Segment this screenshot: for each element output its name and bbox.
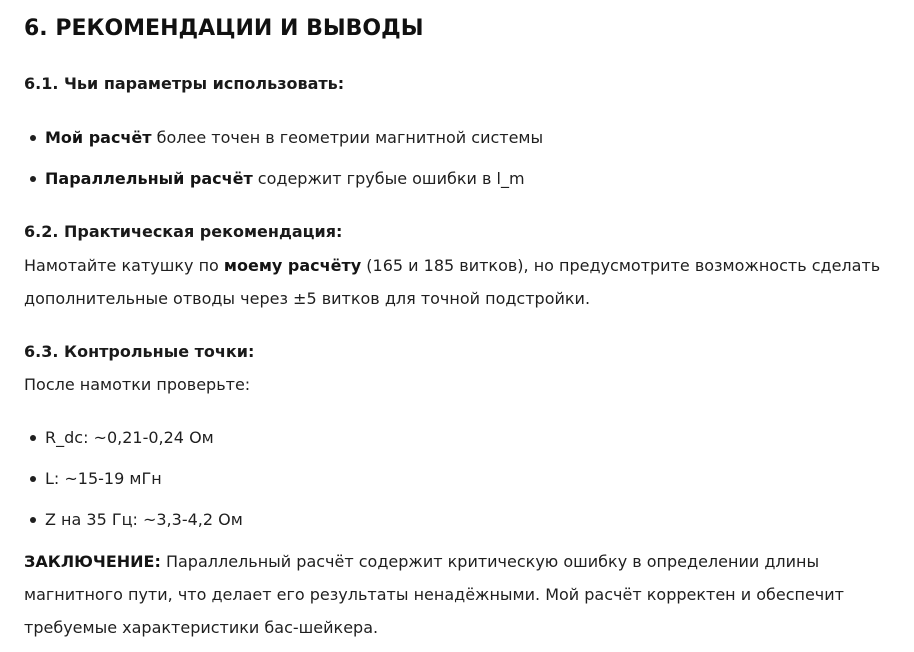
list-item-text: содержит грубые ошибки в l_m (252, 169, 525, 188)
section-title: 6. РЕКОМЕНДАЦИИ И ВЫВОДЫ (24, 16, 424, 41)
paragraph-text: Намотайте катушку по (24, 256, 224, 275)
list-item: R_dc: ~0,21-0,24 Ом (24, 417, 904, 458)
checkpoints-list (24, 417, 904, 540)
list-item: L: ~15-19 мГн (24, 458, 904, 499)
params-list (24, 117, 904, 199)
recommendation-paragraph (24, 249, 904, 315)
paragraph-text: (165 и 185 витков), но предусмотрите возможность сделать дополнительные отводы через ±5 витков для точной подстройки. (24, 256, 881, 308)
list-item (24, 117, 904, 158)
conclusion-paragraph (24, 545, 904, 644)
subsection-heading-6-3: 6.3. Контрольные точки: (24, 342, 255, 361)
conclusion-label: ЗАКЛЮЧЕНИЕ: (24, 552, 161, 571)
list-item-bold: Мой расчёт (45, 128, 152, 147)
subsection-heading-6-2: 6.2. Практическая рекомендация: (24, 222, 343, 241)
list-item: Z на 35 Гц: ~3,3-4,2 Ом (24, 499, 904, 540)
paragraph-bold: моему расчёту (223, 256, 362, 275)
list-item (24, 158, 904, 199)
subsection-heading-6-1: 6.1. Чьи параметры использовать: (24, 74, 345, 93)
list-item-bold: Параллельный расчёт (45, 169, 253, 188)
conclusion-text: Параллельный расчёт содержит критическую ошибку в определении длины магнитного пути, что делает его результаты ненадёжными. Мой расчёт корректен и обеспечит требуемые характеристики бас-шейкера. (24, 552, 844, 637)
list-item-text: более точен в геометрии магнитной системы (151, 128, 544, 147)
checkpoints-intro: После намотки проверьте: (24, 375, 251, 394)
